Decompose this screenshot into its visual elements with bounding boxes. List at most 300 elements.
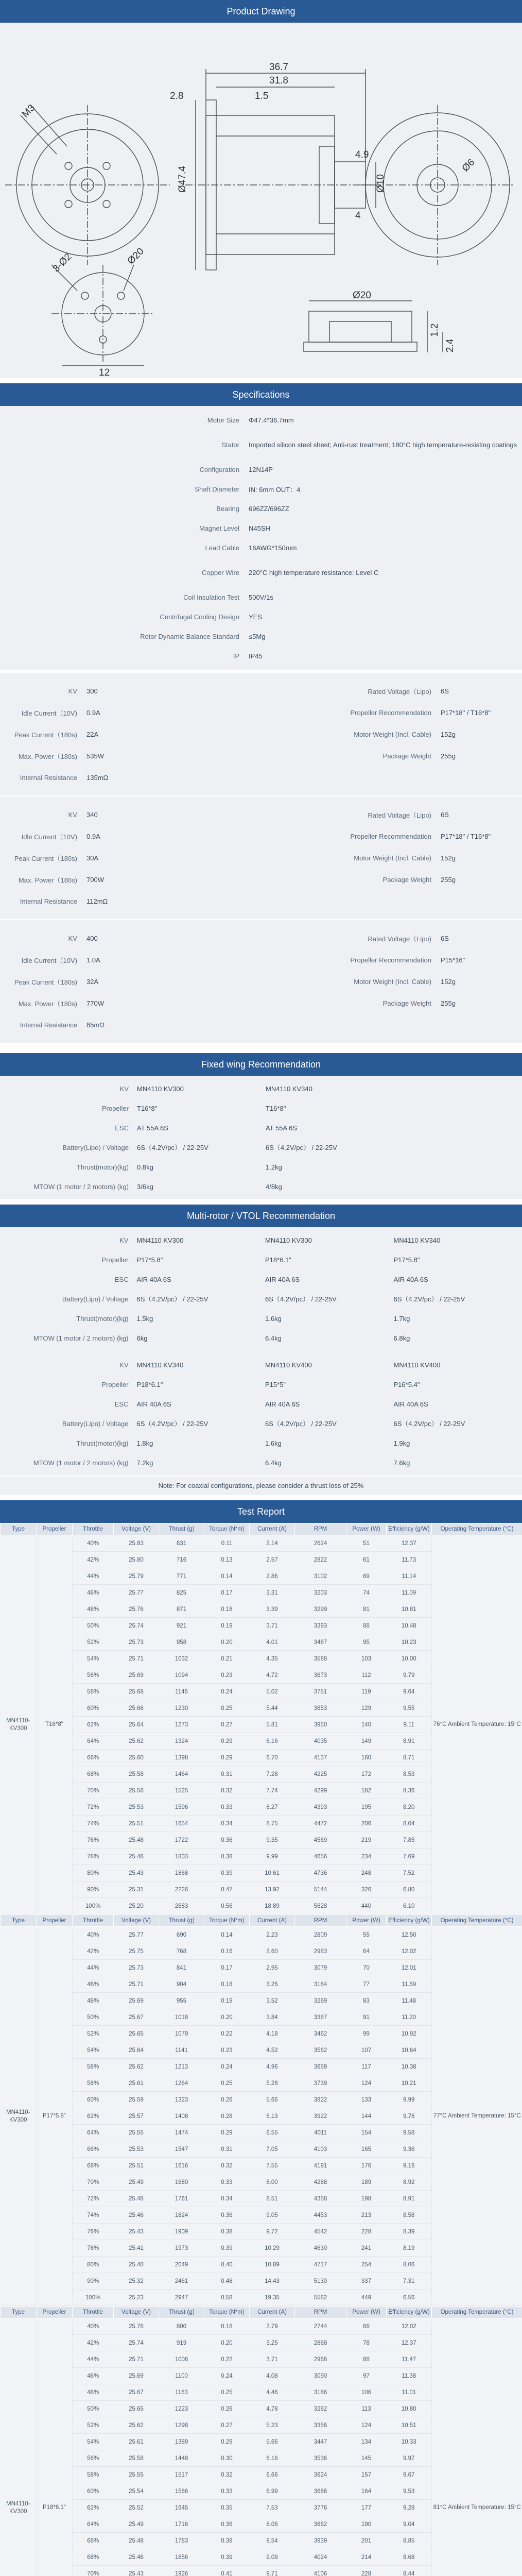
test-cell: 8.85 [387,2533,432,2549]
test-cell: 0.32 [204,1783,250,1799]
rec-value: MN4110 KV300 [136,1236,184,1244]
test-header-cell: Type [1,1523,37,1535]
test-cell: 154 [346,2125,387,2141]
test-cell: 48% [73,1601,114,1618]
test-cell: 62% [73,2108,114,2125]
rec-value: 6S（4.2V/pc） / 22-25V [137,1143,208,1151]
test-header-cell: Efficiency (g/W) [387,2307,432,2318]
kv-value: 400 [86,934,98,942]
test-cell: 0.27 [204,2417,250,2434]
spec-row [0,607,522,626]
motor-drawing-svg [0,23,522,378]
test-cell: 3.52 [250,1993,295,2009]
test-cell: 1596 [159,1799,204,1816]
test-cell: 0.39 [204,1865,250,1882]
rec-label: Propeller [101,1104,129,1112]
rec-value: 6.8kg [393,1334,410,1342]
test-cell: 1079 [159,2026,204,2042]
kv-label: Peak Current（180s) [14,978,77,986]
rec-row [0,1414,522,1433]
test-cell: 0.33 [204,2174,250,2191]
spec-key: Shaft Diameter [195,485,239,493]
test-cell: 4.72 [250,1667,295,1684]
test-cell: 1006 [159,2351,204,2368]
test-cell: 25.23 [114,2290,159,2306]
test-cell: 106 [346,2384,387,2401]
test-cell: 3739 [295,2075,346,2092]
kv-value-right: P15*16" [441,956,465,964]
test-header-cell: Current (A) [250,1523,295,1535]
test-temperature: 76°C Ambient Temperature: 15°C [432,1535,522,1914]
test-cell: 10.38 [387,2059,432,2075]
kv-row [0,680,522,702]
test-cell: 8.54 [250,2533,295,2549]
rec-value: MN4110 KV300 [265,1236,312,1244]
test-cell: 51 [346,1535,387,1552]
test-cell: 133 [346,2092,387,2108]
test-cell: 11.20 [387,2009,432,2026]
test-cell: 25.49 [114,2516,159,2533]
test-cell: 0.38 [204,1849,250,1865]
spec-value: ≤5Mg [249,632,266,640]
test-cell: 3822 [295,2092,346,2108]
test-cell: 10.81 [387,1601,432,1618]
rec-label: ESC [114,1400,129,1408]
test-cell: 7.05 [250,2141,295,2158]
test-cell: 921 [159,1618,204,1634]
test-cell: 1032 [159,1651,204,1667]
test-cell: 25.46 [114,1849,159,1865]
test-cell: 25.51 [114,1816,159,1832]
test-cell: 25.67 [114,2384,159,2401]
test-cell: 124 [346,2417,387,2434]
test-cell: 9.16 [387,2158,432,2174]
test-cell: 1517 [159,2467,204,2483]
test-cell: 52% [73,2026,114,2042]
test-cell: 2868 [295,2335,346,2351]
test-cell: 690 [159,1927,204,1943]
kv-label: KV [68,687,77,695]
test-cell: 0.33 [204,1799,250,1816]
test-cell: 3.39 [250,1601,295,1618]
rec-value: AIR 40A 6S [136,1400,171,1408]
test-cell: 9.05 [250,2207,295,2224]
test-cell: 25.46 [114,2207,159,2224]
spec-row [0,538,522,557]
test-cell: 8.68 [387,2549,432,2566]
test-cell: 3262 [295,2401,346,2417]
test-cell: 25.75 [114,1943,159,1960]
rec-value: AT 55A 6S [266,1124,297,1132]
test-cell: 54% [73,1651,114,1667]
test-cell: 0.35 [204,2500,250,2516]
test-cell: 25.68 [114,1684,159,1700]
test-cell: 0.18 [204,1976,250,1993]
test-cell: 25.62 [114,2417,159,2434]
test-cell: 4137 [295,1750,346,1766]
specifications-section [0,406,522,670]
kv-group [0,795,522,919]
test-cell: 248 [346,1865,387,1882]
test-cell: 25.66 [114,1700,159,1717]
test-cell: 48% [73,1993,114,2009]
test-header-row [1,1523,522,1535]
test-cell: 62% [73,2500,114,2516]
test-cell: 0.22 [204,2351,250,2368]
test-row [1,2318,522,2335]
dim-10: Ø10 [375,174,386,193]
test-cell: 0.17 [204,1960,250,1976]
test-cell: 0.18 [204,1601,250,1618]
test-cell: 0.23 [204,2042,250,2059]
test-cell: 40% [73,1535,114,1552]
test-cell: 12.02 [387,1943,432,1960]
test-cell: 25.76 [114,1601,159,1618]
test-type: MN4110-KV300 [1,1535,37,1914]
test-cell: 5582 [295,2290,346,2306]
test-header-row [1,1915,522,1927]
kv-value-right: 255g [441,752,456,760]
rec-row [0,1289,522,1309]
test-report-title: Test Report [237,1506,285,1517]
test-cell: 8.75 [250,1816,295,1832]
test-cell: 0.28 [204,2108,250,2125]
rec-value: 1.6kg [265,1314,282,1323]
rec-row [0,1157,522,1177]
test-cell: 1474 [159,2125,204,2141]
spec-value: 12N14P [249,465,273,473]
test-header-cell: Throttle [73,1915,114,1927]
kv-value-right: 152g [441,730,456,738]
spec-key: Motor Size [207,416,239,424]
test-cell: 8.27 [250,1799,295,1816]
spec-row [0,557,522,587]
test-cell: 1616 [159,2158,204,2174]
kv-row [0,847,522,869]
test-cell: 3.26 [250,1976,295,1993]
test-header-cell: Torque (N*m) [204,1523,250,1535]
test-report-table [0,1523,522,1914]
test-cell: 56% [73,2450,114,2467]
test-cell: 8.92 [387,2174,432,2191]
test-cell: 3.84 [250,2009,295,2026]
test-cell: 8.91 [387,1733,432,1750]
test-cell: 214 [346,2549,387,2566]
test-cell: 56% [73,2059,114,2075]
product-drawing-header [0,0,522,23]
test-cell: 190 [346,2516,387,2533]
rec-value: 1.2kg [266,1163,282,1171]
test-cell: 25.65 [114,2026,159,2042]
kv-label-right: Rated Voltage（Lipo) [368,935,431,943]
test-cell: 25.52 [114,2500,159,2516]
spec-key: Bearing [216,504,239,513]
test-cell: 10.29 [250,2240,295,2257]
kv-value: 770W [86,999,104,1007]
test-cell: 1722 [159,1832,204,1849]
test-cell: 1547 [159,2141,204,2158]
test-cell: 25.32 [114,2273,159,2290]
kv-label-right: Rated Voltage（Lipo) [368,687,431,696]
test-cell: 74% [73,1816,114,1832]
test-cell: 44% [73,1568,114,1585]
test-cell: 25.64 [114,1717,159,1733]
test-cell: 3299 [295,1601,346,1618]
test-cell: 2049 [159,2257,204,2273]
spec-value: 16AWG*150mm [249,544,297,552]
test-cell: 11.47 [387,2351,432,2368]
test-cell: 1525 [159,1783,204,1799]
test-cell: 25.51 [114,2158,159,2174]
test-cell: 3487 [295,1634,346,1651]
test-cell: 9.58 [387,2125,432,2141]
test-cell: 0.20 [204,2009,250,2026]
test-header-cell: Power (W) [346,1915,387,1927]
test-cell: 3588 [295,1651,346,1667]
test-cell: 0.58 [204,2290,250,2306]
dim-31-8: 31.8 [269,75,288,86]
kv-label-right: Motor Weight (Incl. Cable) [354,854,431,862]
test-cell: 1680 [159,2174,204,2191]
test-header-cell: Throttle [73,2307,114,2318]
test-header-cell: Power (W) [346,1523,387,1535]
test-cell: 25.48 [114,1832,159,1849]
spec-row [0,518,522,538]
rec-value: 6S（4.2V/pc） / 22-25V [393,1295,465,1303]
rec-value: AIR 40A 6S [393,1275,428,1283]
rec-value: 1.7kg [393,1314,410,1323]
kv-label: Peak Current（180s) [14,854,77,862]
test-header-cell: Torque (N*m) [204,2307,250,2318]
test-cell: 8.20 [387,1799,432,1816]
test-cell: 1464 [159,1766,204,1783]
kv-value-right: P17*18" / T16*8" [441,832,491,840]
test-cell: 219 [346,1832,387,1849]
test-cell: 9.79 [387,1667,432,1684]
test-cell: 449 [346,2290,387,2306]
test-cell: 81 [346,1601,387,1618]
rec-label: Propeller [101,1380,129,1388]
test-cell: 228 [346,2566,387,2576]
test-cell: 25.69 [114,2368,159,2384]
test-cell: 25.46 [114,2549,159,2566]
test-cell: 6.70 [250,1750,295,1766]
test-header-cell: Type [1,2307,37,2318]
test-cell: 6.13 [250,2108,295,2125]
test-cell: 4299 [295,1783,346,1799]
test-cell: 66% [73,1750,114,1766]
test-cell: 10.21 [387,2075,432,2092]
rec-value: AIR 40A 6S [136,1275,171,1283]
test-cell: 7.74 [250,1783,295,1799]
rec-separator [0,1348,522,1355]
test-cell: 77 [346,1976,387,1993]
test-cell: 0.32 [204,2467,250,2483]
test-header-cell: Propeller [37,1915,73,1927]
test-header-cell: RPM [295,1915,346,1927]
test-cell: 0.22 [204,2026,250,2042]
kv-row [0,702,522,723]
kv-group [0,672,522,795]
spec-key: Coil Insulation Test [183,593,239,601]
rec-value: 1.6kg [265,1439,282,1447]
rec-label: KV [119,1084,129,1093]
test-cell: 5130 [295,2273,346,2290]
rec-value: 6S（4.2V/pc） / 22-25V [136,1419,208,1428]
test-cell: 83 [346,1993,387,2009]
rec-value: 6S（4.2V/pc） / 22-25V [265,1419,337,1428]
test-cell: 0.39 [204,2549,250,2566]
dim-4: 4 [355,210,361,221]
test-cell: 80% [73,1865,114,1882]
test-cell: 3853 [295,1700,346,1717]
test-cell: 9.53 [387,2483,432,2500]
spec-value: Imported silicon steel sheet; Anti-rust treatment; 180°C high temperature-resisting coatings [249,440,517,449]
test-cell: 3776 [295,2500,346,2516]
test-cell: 955 [159,1993,204,2009]
test-cell: 12.50 [387,1927,432,1943]
test-cell: 176 [346,2158,387,2174]
test-cell: 64% [73,2516,114,2533]
test-cell: 3950 [295,1717,346,1733]
kv-row [0,1014,522,1036]
test-cell: 195 [346,1799,387,1816]
test-cell: 62% [73,1717,114,1733]
rec-value: P16*5.4" [393,1380,420,1388]
dim-12: 12 [99,367,110,378]
test-cell: 1323 [159,2092,204,2108]
dim-1-2: 1.2 [429,323,440,337]
test-cell: 157 [346,2467,387,2483]
test-cell: 160 [346,1750,387,1766]
test-cell: 25.64 [114,2042,159,2059]
kv-label: KV [68,934,77,942]
test-cell: 0.14 [204,1568,250,1585]
test-cell: 107 [346,2042,387,2059]
spec-key: Centrifugal Cooling Design [160,613,239,621]
test-cell: 4.96 [250,2059,295,2075]
kv-row [0,890,522,912]
test-cell: 68% [73,2549,114,2566]
test-report-table [0,2306,522,2576]
test-cell: 6.10 [387,1898,432,1914]
dim-2-8: 2.8 [170,91,184,101]
test-cell: 117 [346,2059,387,2075]
rec-value: MN4110 KV340 [136,1361,184,1369]
test-cell: 3.25 [250,2335,295,2351]
rec-value: AIR 40A 6S [265,1400,300,1408]
test-cell: 0.41 [204,2566,250,2576]
test-cell: 25.40 [114,2257,159,2273]
test-cell: 904 [159,1976,204,1993]
test-cell: 4.52 [250,2042,295,2059]
test-cell: 0.17 [204,1585,250,1601]
prop-adapter-side [309,311,412,342]
spec-key: Lead Cable [205,544,239,552]
test-cell: 2226 [159,1882,204,1898]
kv-label: Internal Resistance [20,897,77,905]
test-cell: 3393 [295,1618,346,1634]
kv-value: 22A [86,730,99,738]
test-cell: 4.35 [250,1651,295,1667]
test-cell: 254 [346,2257,387,2273]
test-cell: 0.38 [204,2224,250,2240]
test-cell: 0.31 [204,2141,250,2158]
spec-value: 220°C high temperature resistance: Level C [249,568,379,577]
test-cell: 164 [346,2483,387,2500]
test-cell: 52% [73,1634,114,1651]
test-cell: 768 [159,1943,204,1960]
test-cell: 149 [346,1733,387,1750]
test-cell: 0.24 [204,2059,250,2075]
test-cell: 1761 [159,2191,204,2207]
test-cell: 91 [346,2009,387,2026]
test-cell: 78 [346,2335,387,2351]
test-cell: 7.52 [387,1865,432,1882]
coaxial-note: Note: For coaxial configurations, please consider a thrust loss of 25% [0,1476,522,1495]
test-cell: 172 [346,1766,387,1783]
test-cell: 25.74 [114,1618,159,1634]
rec-row [0,1309,522,1328]
test-cell: 2947 [159,2290,204,2306]
test-cell: 0.31 [204,1766,250,1783]
test-header-cell: Voltage (V) [114,1915,159,1927]
test-cell: 68% [73,1766,114,1783]
test-cell: 11.38 [387,2368,432,2384]
test-cell: 25.49 [114,2174,159,2191]
test-cell: 25.54 [114,2483,159,2500]
test-cell: 3673 [295,1667,346,1684]
test-cell: 25.53 [114,2141,159,2158]
kv-value: 112mΩ [86,897,108,905]
test-cell: 1213 [159,2059,204,2075]
kv-row [0,927,522,949]
test-cell: 25.69 [114,1667,159,1684]
test-cell: 337 [346,2273,387,2290]
multirotor-title: Multi-rotor / VTOL Recommendation [186,1210,336,1221]
test-cell: 12.37 [387,2335,432,2351]
test-cell: 0.36 [204,2516,250,2533]
test-header-cell: Type [1,1915,37,1927]
test-cell: 4106 [295,2566,346,2576]
test-cell: 25.77 [114,1927,159,1943]
test-cell: 97 [346,2368,387,2384]
rec-label: KV [119,1236,129,1244]
test-cell: 4569 [295,1832,346,1849]
rec-row [0,1230,522,1250]
test-cell: 8.06 [250,2516,295,2533]
kv-value-right: 6S [441,934,449,942]
test-cell: 25.73 [114,1634,159,1651]
test-cell: 124 [346,2075,387,2092]
test-cell: 0.16 [204,1943,250,1960]
test-cell: 25.77 [114,1585,159,1601]
test-cell: 9.11 [387,1717,432,1733]
rec-row [0,1433,522,1453]
test-cell: 10.51 [387,2417,432,2434]
test-cell: 3.31 [250,1585,295,1601]
test-cell: 1100 [159,2368,204,2384]
test-cell: 1926 [159,2566,204,2576]
rec-value: 1.9kg [393,1439,410,1447]
test-cell: 958 [159,1634,204,1651]
test-cell: 841 [159,1960,204,1976]
test-cell: 44% [73,2351,114,2368]
spec-value: N45SH [249,524,270,532]
test-header-cell: Current (A) [250,2307,295,2318]
test-header-cell: Thrust (g) [159,1915,204,1927]
test-cell: 134 [346,2434,387,2450]
